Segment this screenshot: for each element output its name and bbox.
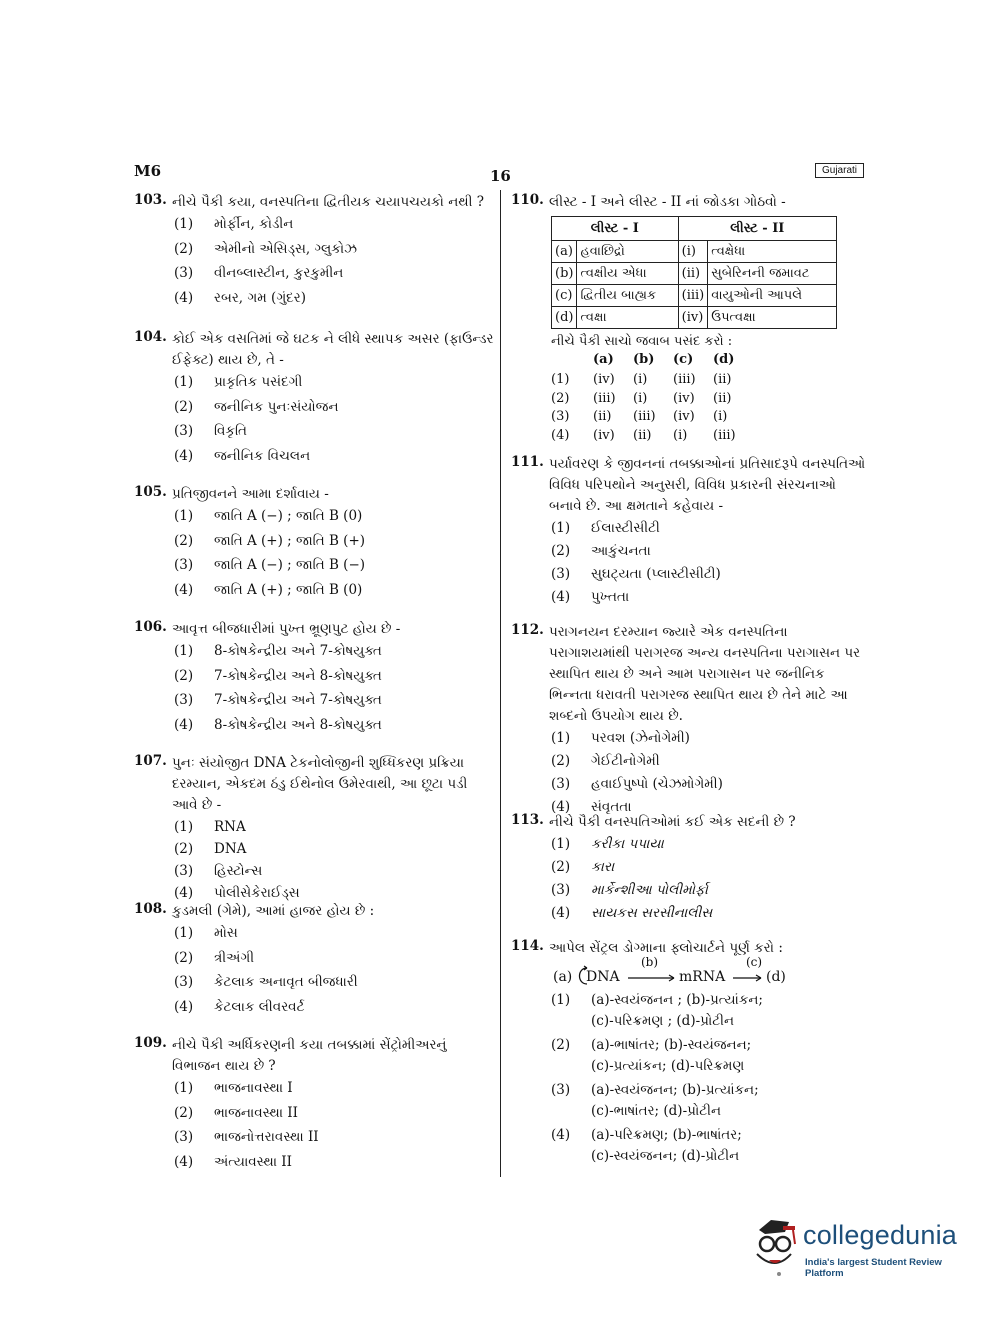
option: (1) જાતિ A (−) ; જાતિ B (0) xyxy=(174,508,363,524)
option: (4) (a)-પરિક્રમણ; (b)-ભાષાંતર; (c)-સ્વયંજનન; (d)-પ્રોટીન xyxy=(551,1127,742,1164)
option: (4) સાયકસ સરસીનાલીસ xyxy=(551,905,713,921)
option: (3) ભાજનોત્તરાવસ્થા II xyxy=(174,1129,319,1145)
option: (3) વીનબ્લાસ્ટીન, કુરકુમીન xyxy=(174,265,344,281)
option: (1) ભાજનાવસ્થા I xyxy=(174,1080,293,1096)
paper-code: M6 xyxy=(134,162,162,180)
right-column xyxy=(511,192,871,1178)
table-row: (c) દ્વિતીય બાહ્યક (iii) વાયુઓની આપલે xyxy=(552,285,837,307)
question-text: આવૃત્ત બીજધારીમાં પુખ્ત ભ્રૂણપુટ હોય છે - xyxy=(172,621,401,637)
brand-tagline: India's largest Student Review Platform xyxy=(805,1257,942,1279)
question-107 xyxy=(134,753,494,901)
question-108 xyxy=(134,901,494,1035)
question-text: કોઈ એક વસતિમાં જે ઘટક ને લીધે સ્થાપક અસર (ફાઉન્ડર ઈફેક્ટ) થાય છે, તે - xyxy=(172,331,494,368)
option: (1) ઈલાસ્ટીસીટી xyxy=(551,520,660,536)
option: (2) 7-કોષકેન્દ્રીય અને 8-કોષયુક્ત xyxy=(174,667,382,684)
question-number: 107. xyxy=(134,753,167,769)
option: (4) રબર, ગમ (ગુંદર) xyxy=(174,289,306,306)
option: (4) જનીનિક વિચલન xyxy=(174,447,311,464)
table-row: (a) હવાછિદ્રો (i) ત્વક્ષેધા xyxy=(552,241,837,263)
option: (1) RNA xyxy=(174,819,246,835)
option: (4) 8-કોષકેન્દ્રીય અને 8-કોષયુક્ત xyxy=(174,716,382,733)
option: (3) હવાઈપુષ્પો (ચેઝમોગેમી) xyxy=(551,776,723,792)
option: (1) પ્રાકૃતિક પસંદગી xyxy=(174,374,303,390)
question-text: લીસ્ટ - I અને લીસ્ટ - II નાં જોડકા ગોઠવો - xyxy=(549,194,786,210)
option: (3) માર્કેન્શીઆ પોલીમોર્ફા xyxy=(551,882,708,898)
option: (3) સુઘટ્યતા (પ્લાસ્ટીસીટી) xyxy=(551,566,721,582)
question-110 xyxy=(511,192,871,454)
option: (3) (a)-સ્વયંજનન; (b)-પ્રત્યાંકન; (c)-ભાષાંતર; (d)-પ્રોટીન xyxy=(551,1082,759,1119)
option: (3) 7-કોષકેન્દ્રીય અને 7-કોષયુક્ત xyxy=(174,692,382,708)
question-number: 105. xyxy=(134,484,167,500)
option: (1) મોર્ફીન, કોડીન xyxy=(174,216,294,232)
table-row: (d) ત્વક્ષા (iv) ઉપત્વક્ષા xyxy=(552,307,837,329)
option: (2) આકુંચનતા xyxy=(551,543,651,559)
answer-header: (a) (b) (c) (d) xyxy=(593,352,735,367)
option: (4) જાતિ A (+) ; જાતિ B (0) xyxy=(174,581,363,598)
question-112 xyxy=(511,622,871,815)
option: (1) 8-કોષકેન્દ્રીય અને 7-કોષયુક્ત xyxy=(174,643,382,659)
option: (1) મોસ xyxy=(174,925,238,941)
option: (2) જનીનિક પુનઃસંયોજન xyxy=(174,398,339,415)
match-table xyxy=(551,216,837,329)
answer-option: (3) (ii) (iii) (iv) (i) xyxy=(551,409,728,424)
question-text: નીચે પૈકી કયા, વનસ્પતિના દ્વિતીયક ચયાપચયકો નથી ? xyxy=(172,194,484,210)
question-text: નીચે પૈકી વનસ્પતિઓમાં કઈ એક સદની છે ? xyxy=(549,814,796,830)
answer-option: (4) (iv) (ii) (i) (iii) xyxy=(551,427,736,443)
question-103 xyxy=(134,192,494,329)
question-text: પુનઃ સંયોજીત DNA ટેકનોલોજીની શુધ્ધિકરણ પ્રક્રિયા દરમ્યાન, એકદમ ઠંડુ ઈથેનોલ ઉમેરવાથી, આ છૂટા પડી આવે છે - xyxy=(172,755,468,813)
question-number: 114. xyxy=(511,938,544,954)
list-2-header: લીસ્ટ - II xyxy=(678,217,836,241)
answer-option: (1) (iv) (i) (iii) (ii) xyxy=(551,372,732,387)
question-text: કુડમલી (ગેમે), આમાં હાજર હોય છે : xyxy=(172,903,375,919)
collegedunia-watermark xyxy=(745,1214,975,1280)
option: (2) જાતિ A (+) ; જાતિ B (+) xyxy=(174,532,366,549)
question-113 xyxy=(511,812,871,938)
answer-prompt: નીચે પૈકી સાચો જવાબ પસંદ કરો : xyxy=(551,334,733,349)
question-number: 112. xyxy=(511,622,544,638)
option: (2) ગેઈટીનોગેમી xyxy=(551,753,660,769)
question-number: 113. xyxy=(511,812,544,828)
option: (3) હિસ્ટોન્સ xyxy=(174,863,263,879)
option: (3) કેટલાક અનાવૃત બીજધારી xyxy=(174,974,358,990)
option: (2) કારા xyxy=(551,859,615,875)
table-row: (b) ત્વક્ષીય એધા (ii) સુબેરિનની જમાવટ xyxy=(552,263,837,285)
option: (4) સંવૃતતા xyxy=(551,799,632,815)
question-109 xyxy=(134,1035,494,1185)
list-1-header: લીસ્ટ - I xyxy=(552,217,679,241)
column-divider xyxy=(500,190,501,1177)
option: (4) અંત્યાવસ્થા II xyxy=(174,1153,292,1170)
left-column xyxy=(134,192,494,1185)
option: (1) પરવશ (ઝેનોગેમી) xyxy=(551,730,690,746)
option: (4) પોલીસેકેરાઈડ્સ xyxy=(174,885,300,901)
question-text: પરાગનયન દરમ્યાન જ્યારે એક વનસ્પતિના પરાગાશયમાંથી પરાગરજ અન્ય વનસ્પતિના પરાગાસન પર સ્થાપિત થાય છે અને આમ પરાગાસન પર જનીનિક ભિન્નતા ધરાવતી પરાગરજ સ્થાપિત થાય છે તેને માટે આ શબ્દનો ઉપયોગ થાય છે. xyxy=(549,624,861,724)
arrow-icon xyxy=(628,974,676,982)
question-number: 108. xyxy=(134,901,167,917)
option: (4) પુખ્તતા xyxy=(551,589,630,605)
question-number: 103. xyxy=(134,192,167,208)
question-number: 106. xyxy=(134,619,167,635)
option: (3) વિકૃતિ xyxy=(174,423,247,439)
question-text: આપેલ સેંટ્રલ ડોગ્માના ફ્લોચાર્ટને પૂર્ણ કરો : xyxy=(549,940,783,956)
brand-name: collegedunia xyxy=(803,1220,958,1250)
question-114 xyxy=(511,938,871,1178)
question-111 xyxy=(511,454,871,622)
mascot-logo-icon xyxy=(745,1214,801,1276)
question-number: 109. xyxy=(134,1035,167,1051)
option: (1) કરીકા પપાયા xyxy=(551,836,664,852)
question-text: નીચે પૈકી અર્ધિકરણની કયા તબક્કામાં સેંટ્રોમીઅરનું વિભાજન થાય છે ? xyxy=(172,1037,447,1074)
option: (2) DNA xyxy=(174,841,247,857)
answer-grid xyxy=(551,352,871,446)
question-text: પર્યાવરણ કે જીવનનાં તબક્કાઓનાં પ્રતિસાદરૂપે વનસ્પતિઓ વિવિધ પરિપથોને અનુસરી, વિવિધ પ્રકારની સંરચનાઓ બનાવે છે. આ ક્ષમતાને કહેવાય - xyxy=(549,456,866,514)
question-104 xyxy=(134,329,494,484)
option: (2) (a)-ભાષાંતર; (b)-સ્વયંજનન; (c)-પ્રત્યાંકન; (d)-પરિક્રમણ xyxy=(551,1037,752,1074)
option: (2) ત્રીઅંગી xyxy=(174,949,255,966)
option: (4) કેટલાક લીવરવર્ટ xyxy=(174,998,305,1015)
option: (1) (a)-સ્વયંજનન ; (b)-પ્રત્યાંકન; (c)-પરિક્રમણ ; (d)-પ્રોટીન xyxy=(551,992,763,1029)
language-tag: Gujarati xyxy=(815,163,864,178)
option: (2) ભાજનાવસ્થા II xyxy=(174,1104,298,1121)
question-105 xyxy=(134,484,494,619)
answer-option: (2) (iii) (i) (iv) (ii) xyxy=(551,390,732,406)
central-dogma-flowchart: (a) DNA (b) mRNA (c) (d) xyxy=(553,955,786,985)
page-number: 16 xyxy=(490,167,511,185)
question-text: પ્રતિજીવનને આમા દર્શાવાય - xyxy=(172,486,329,502)
arrow-icon xyxy=(733,974,763,982)
question-number: 110. xyxy=(511,192,544,208)
question-106 xyxy=(134,619,494,753)
question-number: 111. xyxy=(511,454,544,470)
question-number: 104. xyxy=(134,329,167,345)
option: (2) એમીનો એસિડ્સ, ગ્લુકોઝ xyxy=(174,240,357,257)
option: (3) જાતિ A (−) ; જાતિ B (−) xyxy=(174,557,366,573)
